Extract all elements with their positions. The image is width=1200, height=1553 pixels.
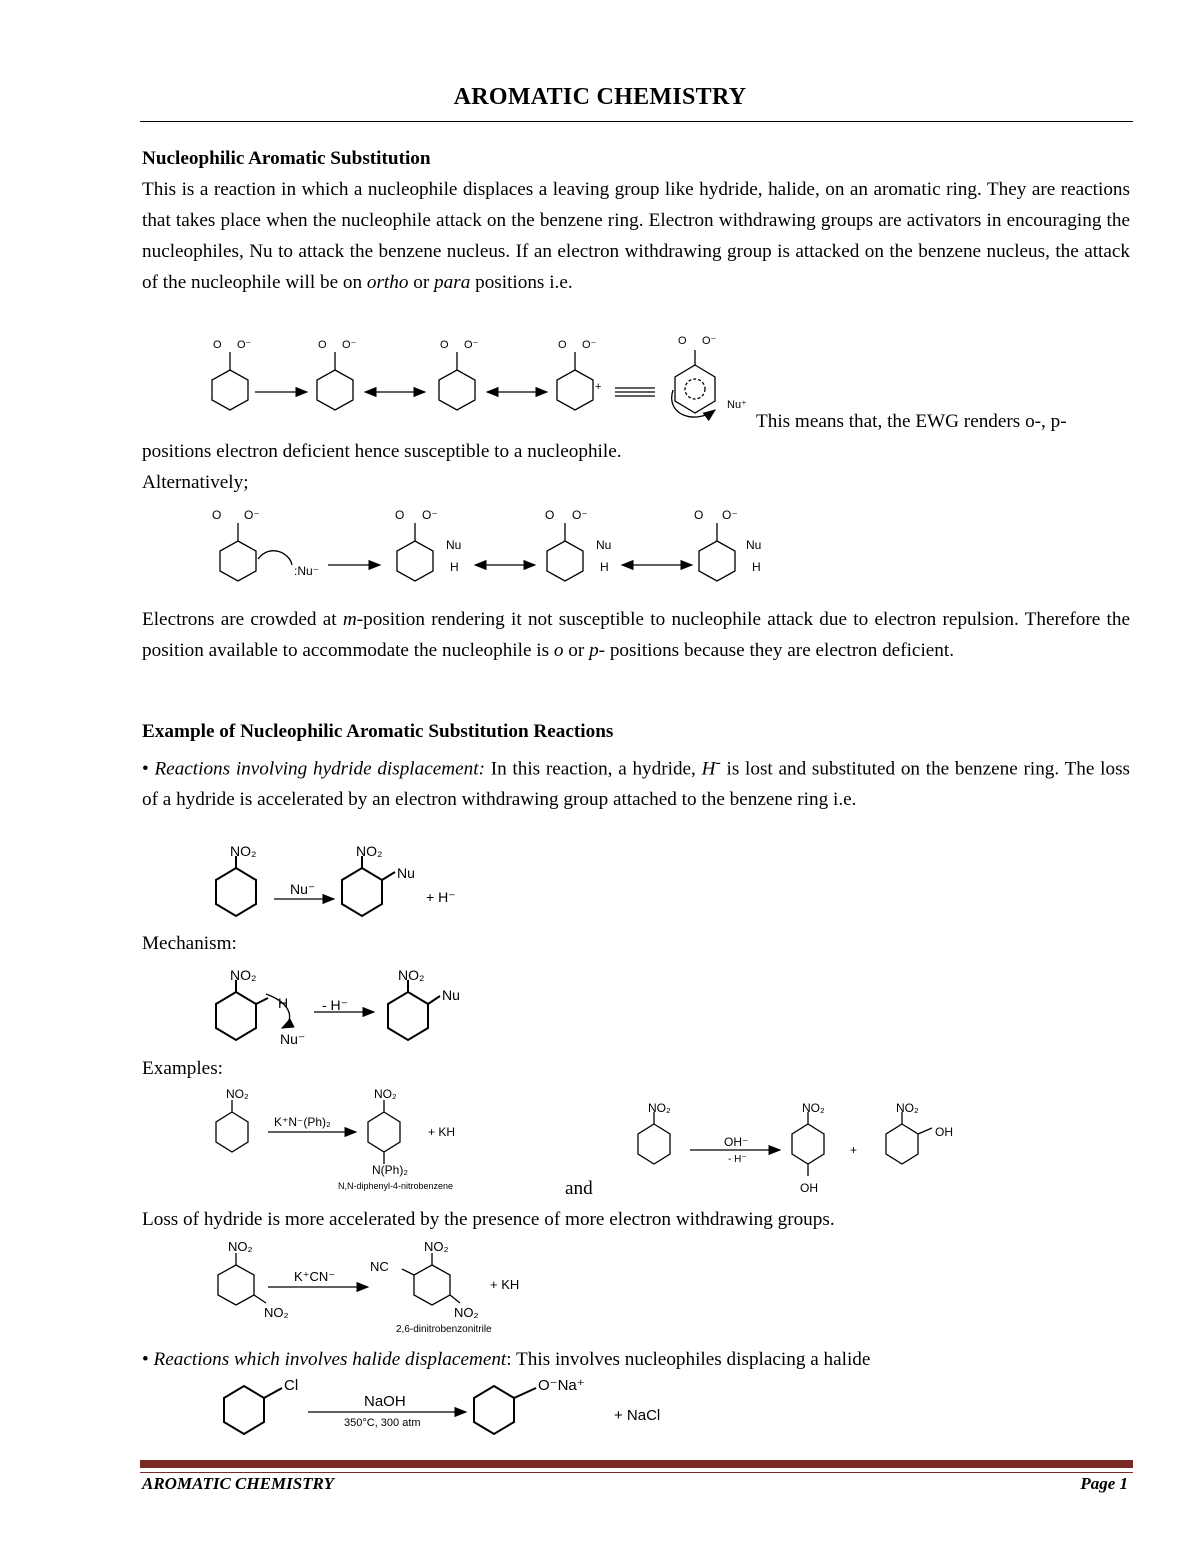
meisenheimer-scheme xyxy=(210,503,850,598)
svg-text:Nu⁺: Nu⁺ xyxy=(727,399,747,411)
svg-text:+ H⁻: + H⁻ xyxy=(426,889,456,905)
svg-text:N,N-diphenyl-4-nitrobenzene: N,N-diphenyl-4-nitrobenzene xyxy=(338,1181,454,1191)
benzene-ring xyxy=(547,541,583,581)
svg-text:+ KH: + KH xyxy=(490,1277,520,1292)
footer-bar xyxy=(140,1460,1133,1468)
svg-text:O: O xyxy=(558,339,567,351)
header-rule xyxy=(140,121,1133,122)
svg-text:NO₂: NO₂ xyxy=(356,843,383,859)
svg-text:O: O xyxy=(545,508,555,522)
svg-text:NO₂: NO₂ xyxy=(264,1305,289,1320)
svg-text:N(Ph)₂: N(Ph)₂ xyxy=(372,1163,408,1177)
svg-text:O⁻: O⁻ xyxy=(237,339,252,351)
scheme1-caption: This means that, the EWG renders o-, p- xyxy=(756,411,1067,432)
benzene-ring xyxy=(699,541,735,581)
benzene-ring xyxy=(388,992,428,1040)
section-crowded xyxy=(142,604,1130,666)
svg-text:Nu: Nu xyxy=(596,538,612,552)
svg-text:K⁺N⁻(Ph)₂: K⁺N⁻(Ph)₂ xyxy=(274,1115,331,1129)
loss-text: Loss of hydride is more accelerated by the presence of more electron withdrawing groups. xyxy=(142,1209,835,1230)
mechanism-scheme xyxy=(210,964,510,1054)
benzene-ring xyxy=(886,1124,918,1164)
svg-text:O: O xyxy=(678,335,687,347)
svg-text:NO₂: NO₂ xyxy=(648,1101,671,1115)
svg-text:- H⁻: - H⁻ xyxy=(728,1154,747,1165)
alternatively-label: Alternatively; xyxy=(142,472,249,493)
benzene-ring xyxy=(220,541,256,581)
benzene-ring xyxy=(638,1124,670,1164)
svg-text:Nu⁻: Nu⁻ xyxy=(290,881,316,897)
svg-text:O: O xyxy=(213,339,222,351)
svg-text:O⁻: O⁻ xyxy=(342,339,357,351)
page-number: Page 1 xyxy=(1080,1474,1128,1493)
svg-text:K⁺CN⁻: K⁺CN⁻ xyxy=(294,1269,336,1284)
halide-paragraph: • Reactions which involves halide displacement: This involves nucleophiles displacing a halide xyxy=(142,1349,871,1370)
footer-rule xyxy=(140,1472,1133,1473)
benzene-ring xyxy=(439,370,475,410)
example-oh-scheme xyxy=(632,1098,972,1198)
section-examples xyxy=(142,716,1130,815)
svg-text:O⁻: O⁻ xyxy=(702,335,717,347)
benzene-ring xyxy=(216,992,256,1040)
svg-text:Nu: Nu xyxy=(446,538,462,552)
svg-text:Nu⁻: Nu⁻ xyxy=(280,1031,306,1047)
scheme1-caption-cont: positions electron deficient hence susceptible to a nucleophile. xyxy=(142,441,622,462)
svg-text:O⁻: O⁻ xyxy=(464,339,479,351)
hydride-scheme xyxy=(210,842,510,917)
svg-text:NO₂: NO₂ xyxy=(454,1305,479,1320)
svg-text:NO₂: NO₂ xyxy=(896,1101,919,1115)
svg-text:NO₂: NO₂ xyxy=(424,1239,449,1254)
svg-text:NO₂: NO₂ xyxy=(228,1239,253,1254)
svg-text:O: O xyxy=(440,339,449,351)
and-label: and xyxy=(565,1178,593,1199)
svg-text:OH⁻: OH⁻ xyxy=(724,1135,749,1149)
mechanism-label: Mechanism: xyxy=(142,933,237,954)
benzene-ring xyxy=(675,365,715,413)
svg-text:NO₂: NO₂ xyxy=(374,1087,397,1101)
page-title: AROMATIC CHEMISTRY xyxy=(453,84,747,110)
benzene-ring xyxy=(397,541,433,581)
section-intro xyxy=(142,143,1130,298)
example-nph2-scheme xyxy=(210,1086,510,1191)
benzene-ring xyxy=(216,868,256,916)
svg-text:+ NaCl: + NaCl xyxy=(614,1407,661,1424)
svg-text:OH: OH xyxy=(935,1125,953,1139)
svg-text:H: H xyxy=(278,995,289,1011)
benzene-ring xyxy=(224,1386,264,1434)
svg-text:- H⁻: - H⁻ xyxy=(322,997,349,1013)
resonance-scheme xyxy=(195,330,755,430)
svg-text:O: O xyxy=(395,508,405,522)
benzene-ring xyxy=(342,868,382,916)
svg-text:NO₂: NO₂ xyxy=(802,1101,825,1115)
svg-text:OH: OH xyxy=(800,1181,818,1195)
svg-text:O⁻: O⁻ xyxy=(722,508,738,522)
intro-paragraph: This is a reaction in which a nucleophile displaces a leaving group like hydride, halide, on an aromatic ring. They are reactions that takes place when the nucleophile attack on the benzene ring. Electron withdrawing groups are activators in encouraging the nucleophiles, Nu to attack the benzene nucleus. If an electron withdrawing group is attacked on the benzene nucleus, the attack of the nucleophile will be on ortho or para positions i.e. xyxy=(142,179,1130,293)
svg-text:Nu: Nu xyxy=(397,865,415,881)
dinitro-scheme xyxy=(210,1237,550,1335)
benzene-ring xyxy=(414,1265,450,1305)
crowded-paragraph: Electrons are crowded at m-position rendering it not susceptible to nucleophile attack due to electron repulsion. Therefore the position available to accommodate the nucleophile is o or p- positions because they are electron deficient. xyxy=(142,609,1130,661)
svg-text:2,6-dinitrobenzonitrile: 2,6-dinitrobenzonitrile xyxy=(396,1324,492,1335)
svg-text:Cl: Cl xyxy=(284,1377,299,1394)
svg-text:NO₂: NO₂ xyxy=(226,1087,249,1101)
benzene-ring xyxy=(216,1112,248,1152)
section-heading: Nucleophilic Aromatic Substitution xyxy=(142,148,431,169)
footer-title: AROMATIC CHEMISTRY xyxy=(142,1474,334,1493)
svg-text:350°C, 300 atm: 350°C, 300 atm xyxy=(344,1417,421,1429)
benzene-ring xyxy=(792,1124,824,1164)
halide-scheme xyxy=(220,1378,700,1448)
svg-text:H: H xyxy=(450,560,459,574)
svg-text:+: + xyxy=(595,381,602,393)
benzene-ring xyxy=(557,370,593,410)
section-heading: Example of Nucleophilic Aromatic Substitution Reactions xyxy=(142,721,614,742)
svg-text:O: O xyxy=(212,508,222,522)
benzene-ring xyxy=(317,370,353,410)
svg-text:NO₂: NO₂ xyxy=(230,843,257,859)
svg-text:H: H xyxy=(600,560,609,574)
svg-text:O⁻: O⁻ xyxy=(244,508,260,522)
svg-text:NaOH: NaOH xyxy=(364,1393,406,1410)
svg-text:Nu: Nu xyxy=(746,538,762,552)
examples-label: Examples: xyxy=(142,1058,223,1079)
svg-text:NC: NC xyxy=(370,1259,389,1274)
svg-text:O⁻: O⁻ xyxy=(582,339,597,351)
hydride-paragraph: • Reactions involving hydride displacement: In this reaction, a hydride, H- is lost and substituted on the benzene ring. The loss of a hydride is accelerated by an electron withdrawing group attached to the benzene ring i.e. xyxy=(142,754,1131,811)
svg-text:Nu: Nu xyxy=(442,987,460,1003)
svg-text:O⁻Na⁺: O⁻Na⁺ xyxy=(538,1377,585,1394)
svg-text:O: O xyxy=(694,508,704,522)
svg-text:O⁻: O⁻ xyxy=(572,508,588,522)
svg-text:+ KH: + KH xyxy=(428,1125,456,1139)
svg-text:+: + xyxy=(850,1143,858,1157)
svg-text:O: O xyxy=(318,339,327,351)
svg-text:NO₂: NO₂ xyxy=(230,967,257,983)
benzene-ring xyxy=(218,1265,254,1305)
svg-text:NO₂: NO₂ xyxy=(398,967,425,983)
benzene-ring xyxy=(212,370,248,410)
svg-text:O⁻: O⁻ xyxy=(422,508,438,522)
benzene-ring xyxy=(474,1386,514,1434)
svg-text::Nu⁻: :Nu⁻ xyxy=(294,564,320,578)
svg-text:H: H xyxy=(752,560,761,574)
benzene-ring xyxy=(368,1112,400,1152)
